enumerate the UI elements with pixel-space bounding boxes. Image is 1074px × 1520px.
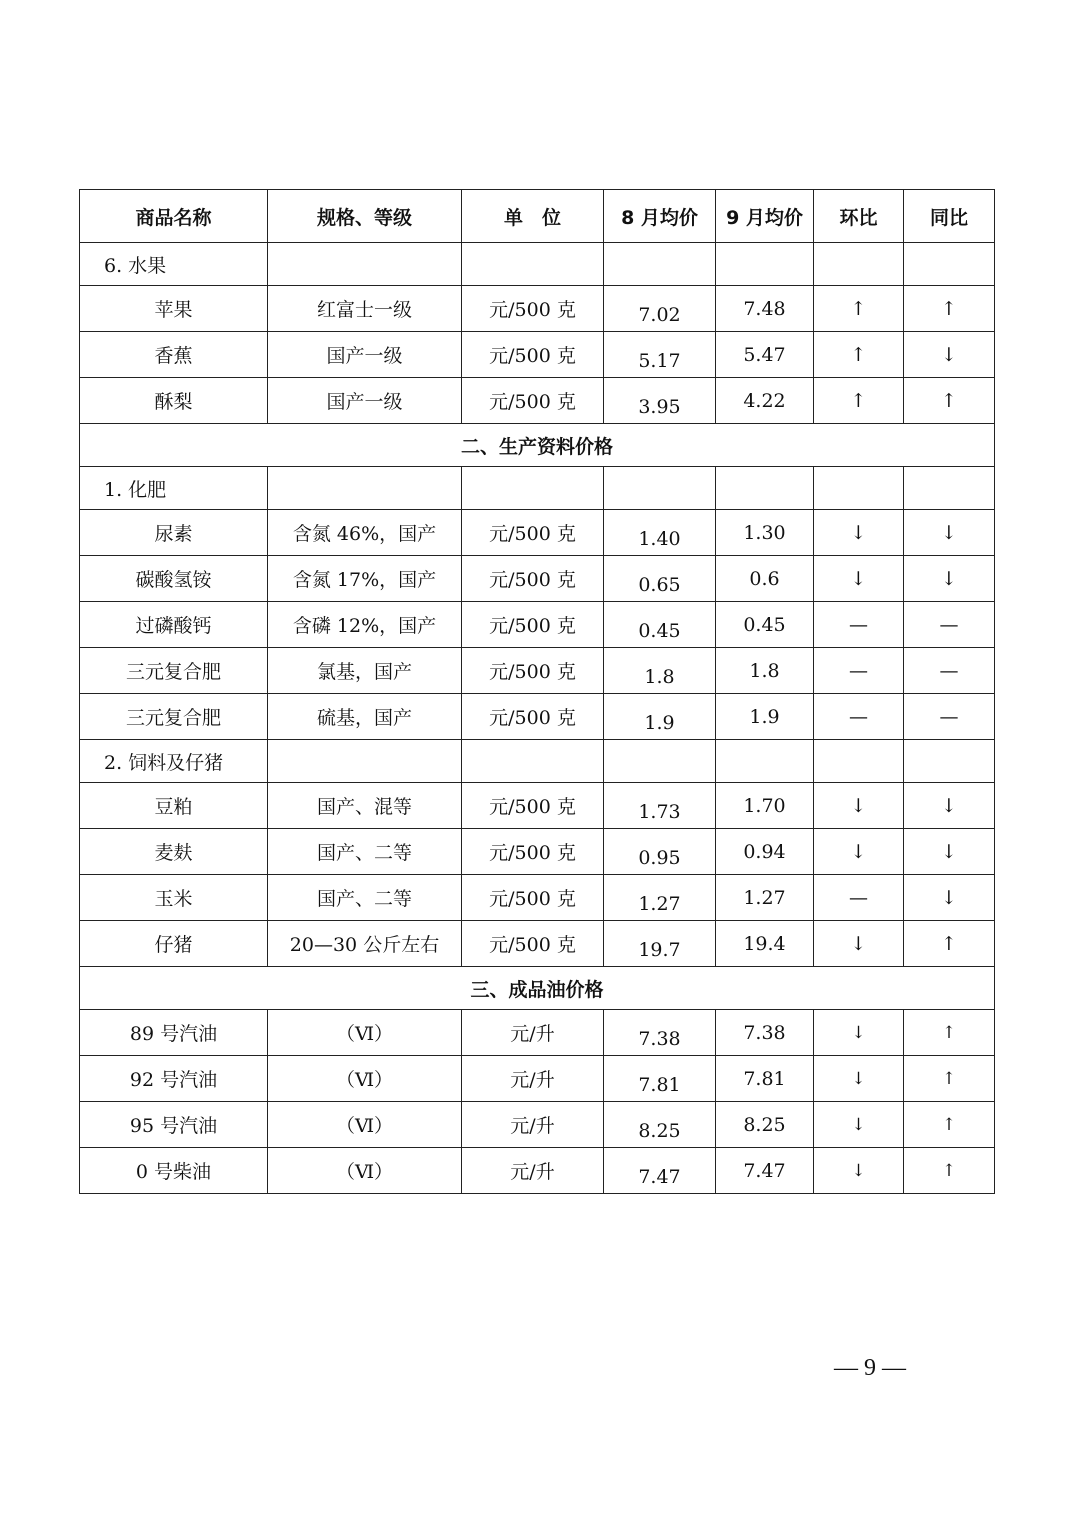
empty-cell: [462, 740, 604, 783]
item-name: 豆粕: [80, 783, 268, 829]
aug-price: 1.40: [638, 527, 681, 550]
sep-price: 7.38: [716, 1010, 814, 1056]
mom-indicator: —: [814, 875, 904, 921]
yoy-indicator: ↑: [904, 1102, 995, 1148]
mom-indicator: ↓: [814, 1010, 904, 1056]
item-unit: 元/500 克: [462, 694, 604, 740]
table-row: [80, 783, 995, 829]
item-spec: 氯基，国产: [268, 648, 462, 694]
yoy-indicator: ↑: [904, 1056, 995, 1102]
aug-price-cell: [604, 1056, 716, 1102]
table-row: [80, 1148, 995, 1194]
aug-price-cell: [604, 1010, 716, 1056]
aug-price: 7.38: [638, 1027, 681, 1050]
page-number: — 9 —: [834, 1355, 906, 1381]
aug-price-cell: [604, 694, 716, 740]
table-row: [80, 1056, 995, 1102]
empty-cell: [268, 467, 462, 510]
yoy-indicator: —: [904, 648, 995, 694]
yoy-indicator: ↑: [904, 1010, 995, 1056]
item-spec: 含磷 12%，国产: [268, 602, 462, 648]
aug-price-cell: [604, 286, 716, 332]
header-aug: 8 月均价: [604, 190, 716, 243]
yoy-indicator: ↓: [904, 783, 995, 829]
item-name: 香蕉: [80, 332, 268, 378]
item-unit: 元/500 克: [462, 556, 604, 602]
item-name: 玉米: [80, 875, 268, 921]
sep-price: 1.9: [716, 694, 814, 740]
aug-price: 7.47: [638, 1165, 681, 1188]
header-name: 商品名称: [80, 190, 268, 243]
aug-price-cell: [604, 602, 716, 648]
item-name: 95 号汽油: [80, 1102, 268, 1148]
item-unit: 元/升: [462, 1102, 604, 1148]
empty-cell: [268, 740, 462, 783]
aug-price-cell: [604, 556, 716, 602]
empty-cell: [814, 243, 904, 286]
item-name: 89 号汽油: [80, 1010, 268, 1056]
mom-indicator: ↑: [814, 332, 904, 378]
header-spec: 规格、等级: [268, 190, 462, 243]
item-unit: 元/500 克: [462, 829, 604, 875]
empty-cell: [268, 243, 462, 286]
category-label: 1. 化肥: [80, 467, 268, 510]
aug-price: 19.7: [638, 938, 681, 961]
category-label: 2. 饲料及仔猪: [80, 740, 268, 783]
mom-indicator: ↑: [814, 378, 904, 424]
table-row: [80, 286, 995, 332]
empty-cell: [462, 467, 604, 510]
item-unit: 元/500 克: [462, 332, 604, 378]
aug-price-cell: [604, 921, 716, 967]
mom-indicator: ↓: [814, 1148, 904, 1194]
category-row: [80, 243, 995, 286]
item-spec: （Ⅵ）: [268, 1102, 462, 1148]
item-unit: 元/500 克: [462, 286, 604, 332]
price-table: [79, 189, 995, 1194]
mom-indicator: —: [814, 602, 904, 648]
aug-price: 0.65: [638, 573, 681, 596]
item-unit: 元/升: [462, 1056, 604, 1102]
table-row: [80, 694, 995, 740]
aug-price-cell: [604, 510, 716, 556]
aug-price-cell: [604, 332, 716, 378]
sep-price: 7.47: [716, 1148, 814, 1194]
table-row: [80, 510, 995, 556]
aug-price: 5.17: [638, 349, 681, 372]
aug-price-cell: [604, 648, 716, 694]
aug-price: 0.95: [638, 846, 681, 869]
mom-indicator: ↓: [814, 921, 904, 967]
aug-price: 0.45: [638, 619, 681, 642]
item-spec: 国产、混等: [268, 783, 462, 829]
sep-price: 0.6: [716, 556, 814, 602]
table-row: [80, 1010, 995, 1056]
empty-cell: [716, 243, 814, 286]
mom-indicator: ↓: [814, 1102, 904, 1148]
empty-cell: [604, 740, 716, 783]
category-row: [80, 467, 995, 510]
mom-indicator: —: [814, 648, 904, 694]
table-row: [80, 648, 995, 694]
yoy-indicator: ↓: [904, 332, 995, 378]
item-spec: 国产一级: [268, 378, 462, 424]
empty-cell: [716, 467, 814, 510]
item-name: 苹果: [80, 286, 268, 332]
yoy-indicator: ↑: [904, 921, 995, 967]
item-unit: 元/500 克: [462, 921, 604, 967]
empty-cell: [904, 243, 995, 286]
mom-indicator: ↓: [814, 556, 904, 602]
sep-price: 4.22: [716, 378, 814, 424]
empty-cell: [604, 243, 716, 286]
category-label: 6. 水果: [80, 243, 268, 286]
item-spec: 国产、二等: [268, 875, 462, 921]
sep-price: 7.81: [716, 1056, 814, 1102]
yoy-indicator: ↓: [904, 829, 995, 875]
item-spec: （Ⅵ）: [268, 1056, 462, 1102]
aug-price: 7.81: [638, 1073, 681, 1096]
sep-price: 0.45: [716, 602, 814, 648]
empty-cell: [716, 740, 814, 783]
item-spec: 含氮 46%，国产: [268, 510, 462, 556]
yoy-indicator: ↑: [904, 1148, 995, 1194]
item-unit: 元/500 克: [462, 378, 604, 424]
yoy-indicator: ↓: [904, 875, 995, 921]
item-name: 三元复合肥: [80, 694, 268, 740]
aug-price: 1.8: [644, 665, 675, 688]
mom-indicator: —: [814, 694, 904, 740]
aug-price-cell: [604, 875, 716, 921]
header-sep: 9 月均价: [716, 190, 814, 243]
mom-indicator: ↓: [814, 783, 904, 829]
yoy-indicator: —: [904, 694, 995, 740]
item-name: 尿素: [80, 510, 268, 556]
header-mom: 环比: [814, 190, 904, 243]
empty-cell: [904, 740, 995, 783]
empty-cell: [814, 467, 904, 510]
item-name: 三元复合肥: [80, 648, 268, 694]
empty-cell: [462, 243, 604, 286]
sep-price: 0.94: [716, 829, 814, 875]
header-unit: 单 位: [462, 190, 604, 243]
yoy-indicator: ↑: [904, 378, 995, 424]
yoy-indicator: ↓: [904, 556, 995, 602]
sep-price: 1.30: [716, 510, 814, 556]
aug-price-cell: [604, 378, 716, 424]
yoy-indicator: ↑: [904, 286, 995, 332]
header-yoy: 同比: [904, 190, 995, 243]
aug-price: 3.95: [638, 395, 681, 418]
mom-indicator: ↑: [814, 286, 904, 332]
empty-cell: [604, 467, 716, 510]
yoy-indicator: ↓: [904, 510, 995, 556]
sep-price: 1.27: [716, 875, 814, 921]
item-spec: 20—30 公斤左右: [268, 921, 462, 967]
aug-price-cell: [604, 1102, 716, 1148]
section-row: [80, 967, 995, 1010]
sep-price: 7.48: [716, 286, 814, 332]
section-row: [80, 424, 995, 467]
table-row: [80, 556, 995, 602]
item-name: 仔猪: [80, 921, 268, 967]
item-unit: 元/500 克: [462, 648, 604, 694]
category-row: [80, 740, 995, 783]
aug-price-cell: [604, 1148, 716, 1194]
item-name: 过磷酸钙: [80, 602, 268, 648]
table-row: [80, 829, 995, 875]
empty-cell: [814, 740, 904, 783]
table-row: [80, 378, 995, 424]
aug-price-cell: [604, 783, 716, 829]
table-row: [80, 921, 995, 967]
table-row: [80, 1102, 995, 1148]
item-name: 酥梨: [80, 378, 268, 424]
item-name: 92 号汽油: [80, 1056, 268, 1102]
item-spec: 硫基，国产: [268, 694, 462, 740]
mom-indicator: ↓: [814, 829, 904, 875]
aug-price: 8.25: [638, 1119, 681, 1142]
section-title: 二、生产资料价格: [80, 424, 995, 467]
item-spec: 国产一级: [268, 332, 462, 378]
yoy-indicator: —: [904, 602, 995, 648]
item-unit: 元/500 克: [462, 510, 604, 556]
mom-indicator: ↓: [814, 1056, 904, 1102]
item-unit: 元/升: [462, 1010, 604, 1056]
empty-cell: [904, 467, 995, 510]
table-row: [80, 875, 995, 921]
sep-price: 19.4: [716, 921, 814, 967]
item-unit: 元/500 克: [462, 783, 604, 829]
aug-price-cell: [604, 829, 716, 875]
table-header-row: [80, 190, 995, 243]
item-name: 0 号柴油: [80, 1148, 268, 1194]
item-spec: （Ⅵ）: [268, 1010, 462, 1056]
item-unit: 元/升: [462, 1148, 604, 1194]
sep-price: 8.25: [716, 1102, 814, 1148]
aug-price: 1.9: [644, 711, 675, 734]
table-row: [80, 602, 995, 648]
item-name: 碳酸氢铵: [80, 556, 268, 602]
sep-price: 5.47: [716, 332, 814, 378]
item-unit: 元/500 克: [462, 875, 604, 921]
mom-indicator: ↓: [814, 510, 904, 556]
item-name: 麦麸: [80, 829, 268, 875]
item-spec: 国产、二等: [268, 829, 462, 875]
aug-price: 1.27: [638, 892, 681, 915]
sep-price: 1.70: [716, 783, 814, 829]
item-spec: 红富士一级: [268, 286, 462, 332]
table-row: [80, 332, 995, 378]
item-spec: 含氮 17%，国产: [268, 556, 462, 602]
item-unit: 元/500 克: [462, 602, 604, 648]
aug-price: 7.02: [638, 303, 681, 326]
sep-price: 1.8: [716, 648, 814, 694]
item-spec: （Ⅵ）: [268, 1148, 462, 1194]
aug-price: 1.73: [638, 800, 681, 823]
section-title: 三、成品油价格: [80, 967, 995, 1010]
